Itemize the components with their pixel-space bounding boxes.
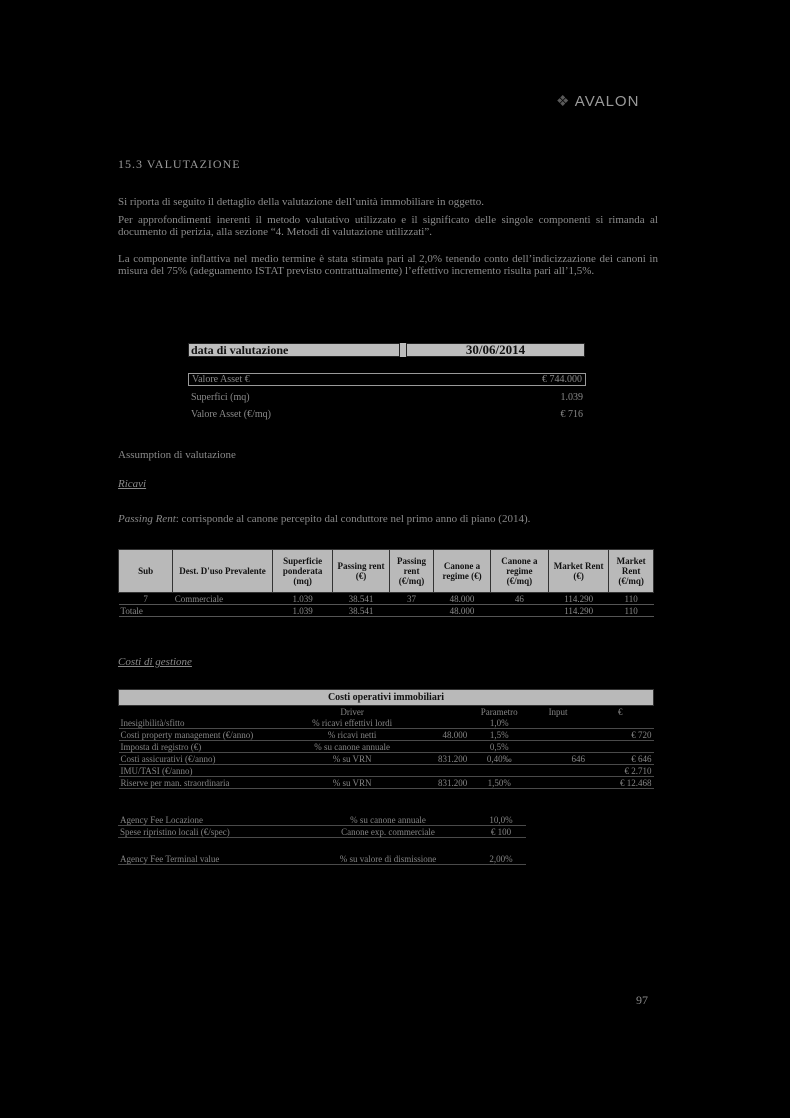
passing-rent-text: : corrisponde al canone percepito dal conduttore nel primo anno di piano (2014). bbox=[175, 513, 531, 525]
cell bbox=[529, 717, 587, 729]
table-row bbox=[119, 729, 654, 741]
cell: % su VRN bbox=[296, 753, 409, 765]
cell: Canone exp. commerciale bbox=[300, 826, 476, 838]
valuation-row-label: Superfici (mq) bbox=[191, 392, 250, 403]
cell: 2,00% bbox=[476, 853, 526, 865]
cell: IMU/TASI (€/anno) bbox=[119, 765, 296, 777]
valuation-row-value: € 744.000 bbox=[542, 374, 582, 385]
cell: 0,5% bbox=[469, 741, 529, 753]
col-market-rent-mq: Market Rent (€/mq) bbox=[609, 550, 654, 593]
cell: 48.000 bbox=[408, 729, 469, 741]
cell: 37 bbox=[389, 593, 434, 605]
cell bbox=[529, 777, 587, 789]
table-row bbox=[118, 826, 526, 838]
cell bbox=[529, 741, 587, 753]
col-sub: Sub bbox=[119, 550, 173, 593]
cell: 110 bbox=[609, 593, 654, 605]
cell bbox=[408, 765, 469, 777]
operating-costs-title: Costi operativi immobiliari bbox=[119, 690, 654, 706]
cell: % su VRN bbox=[296, 777, 409, 789]
cell bbox=[587, 717, 653, 729]
cell: 46 bbox=[490, 593, 548, 605]
cell: 38.541 bbox=[333, 605, 389, 617]
table-row bbox=[119, 741, 654, 753]
col-input: Input bbox=[548, 706, 568, 717]
valuation-row bbox=[188, 392, 586, 404]
ricavi-heading: Ricavi bbox=[118, 478, 147, 490]
col-destination: Dest. D'uso Prevalente bbox=[173, 550, 273, 593]
valuation-date-value: 30/06/2014 bbox=[406, 343, 585, 357]
cell: € 2.710 bbox=[587, 765, 653, 777]
cell: 1.039 bbox=[272, 605, 333, 617]
cell: 10,0% bbox=[476, 814, 526, 826]
cell: 646 bbox=[529, 753, 587, 765]
valuation-row bbox=[188, 373, 586, 386]
cell bbox=[296, 765, 409, 777]
cell bbox=[587, 741, 653, 753]
valuation-row bbox=[188, 409, 586, 421]
cell: 48.000 bbox=[434, 593, 490, 605]
cell bbox=[408, 741, 469, 753]
col-canone: Canone a regime (€) bbox=[434, 550, 490, 593]
cell: % su canone annuale bbox=[300, 814, 476, 826]
cell: Costi assicurativi (€/anno) bbox=[119, 753, 296, 765]
valuation-row-label: Valore Asset € bbox=[192, 374, 250, 385]
inflation-paragraph: La componente inflattiva nel medio termine è stata stimata pari al 2,0% tenendo conto dell’indicizzazione dei canoni in misura del 75% (adeguamento ISTAT previsto contrattualmente) l’effettivo incremento risulta pari all’1,5%. bbox=[118, 253, 658, 277]
table-row bbox=[118, 853, 526, 865]
cell: 1,0% bbox=[469, 717, 529, 729]
cell: 831.200 bbox=[408, 753, 469, 765]
cell: Commerciale bbox=[173, 593, 273, 605]
col-canone-mq: Canone a regime (€/mq) bbox=[490, 550, 548, 593]
col-passing-rent-mq: Passing rent (€/mq) bbox=[389, 550, 434, 593]
cost-spacer bbox=[408, 706, 469, 718]
col-market-rent: Market Rent (€) bbox=[549, 550, 609, 593]
costi-heading: Costi di gestione bbox=[118, 656, 192, 668]
col-euro: € bbox=[618, 706, 623, 717]
cell: € 100 bbox=[476, 826, 526, 838]
section-title: 15.3 VALUTAZIONE bbox=[118, 157, 241, 171]
rent-table-header bbox=[119, 550, 654, 593]
cell: 1.039 bbox=[272, 593, 333, 605]
cell: % su canone annuale bbox=[296, 741, 409, 753]
cell bbox=[490, 605, 548, 617]
agency-fees-table bbox=[118, 814, 526, 838]
cell: Agency Fee Terminal value bbox=[118, 853, 300, 865]
cell bbox=[529, 729, 587, 741]
passing-rent-paragraph bbox=[118, 513, 530, 525]
table-row-total bbox=[119, 605, 654, 617]
cell bbox=[389, 605, 434, 617]
cell: Spese ripristino locali (€/spec) bbox=[118, 826, 300, 838]
cell: 1,5% bbox=[469, 729, 529, 741]
cell: € 720 bbox=[587, 729, 653, 741]
cell bbox=[408, 717, 469, 729]
cell: 48.000 bbox=[434, 605, 490, 617]
valuation-date-bar bbox=[188, 343, 585, 357]
cell bbox=[173, 605, 273, 617]
cell: Agency Fee Locazione bbox=[118, 814, 300, 826]
table-row bbox=[118, 814, 526, 826]
table-row bbox=[119, 765, 654, 777]
valuation-date-label: data di valutazione bbox=[188, 343, 400, 357]
cell: € 646 bbox=[587, 753, 653, 765]
cell: % ricavi effettivi lordi bbox=[296, 717, 409, 729]
cost-spacer bbox=[119, 706, 296, 718]
logo-mark-icon: ❖ bbox=[556, 93, 571, 110]
valuation-row-label: Valore Asset (€/mq) bbox=[191, 409, 271, 420]
cell: 0,40‰ bbox=[469, 753, 529, 765]
assumptions-heading: Assumption di valutazione bbox=[118, 449, 236, 461]
valuation-row-value: 1.039 bbox=[560, 392, 583, 403]
cell: 1,50% bbox=[469, 777, 529, 789]
terminal-value-table bbox=[118, 853, 526, 865]
table-row bbox=[119, 593, 654, 605]
table-row bbox=[119, 777, 654, 789]
cell: 7 bbox=[119, 593, 173, 605]
cell: Costi property management (€/anno) bbox=[119, 729, 296, 741]
cell: € 12.468 bbox=[587, 777, 653, 789]
col-driver: Driver bbox=[340, 706, 364, 717]
operating-costs-table bbox=[118, 689, 654, 789]
cell: 831.200 bbox=[408, 777, 469, 789]
methods-paragraph: Per approfondimenti inerenti il metodo valutativo utilizzato e il significato delle singole componenti si rimanda al documento di perizia, alla sezione “4. Metodi di valutazione utilizzati”. bbox=[118, 214, 658, 238]
cell: 38.541 bbox=[333, 593, 389, 605]
cell: Totale bbox=[119, 605, 173, 617]
rent-table bbox=[118, 549, 654, 617]
col-surface: Superficie ponderata (mq) bbox=[272, 550, 333, 593]
passing-rent-term: Passing Rent bbox=[118, 513, 176, 525]
cell: 114.290 bbox=[549, 605, 609, 617]
cell: % su valore di dismissione bbox=[300, 853, 476, 865]
cell: Inesigibilità/sfitto bbox=[119, 717, 296, 729]
table-row bbox=[119, 717, 654, 729]
cell: Imposta di registro (€) bbox=[119, 741, 296, 753]
valuation-row-value: € 716 bbox=[560, 409, 583, 420]
intro-paragraph: Si riporta di seguito il dettaglio della valutazione dell’unità immobiliare in oggetto. bbox=[118, 196, 484, 208]
logo-text: AVALON bbox=[574, 93, 640, 110]
cell: Riserve per man. straordinaria bbox=[119, 777, 296, 789]
cell bbox=[529, 765, 587, 777]
page-number: 97 bbox=[636, 993, 648, 1007]
cell: 114.290 bbox=[549, 593, 609, 605]
table-row bbox=[119, 753, 654, 765]
cell: % ricavi netti bbox=[296, 729, 409, 741]
col-passing-rent: Passing rent (€) bbox=[333, 550, 389, 593]
cell bbox=[469, 765, 529, 777]
company-logo bbox=[556, 92, 639, 110]
col-parametro: Parametro bbox=[480, 706, 518, 717]
cell: 110 bbox=[609, 605, 654, 617]
